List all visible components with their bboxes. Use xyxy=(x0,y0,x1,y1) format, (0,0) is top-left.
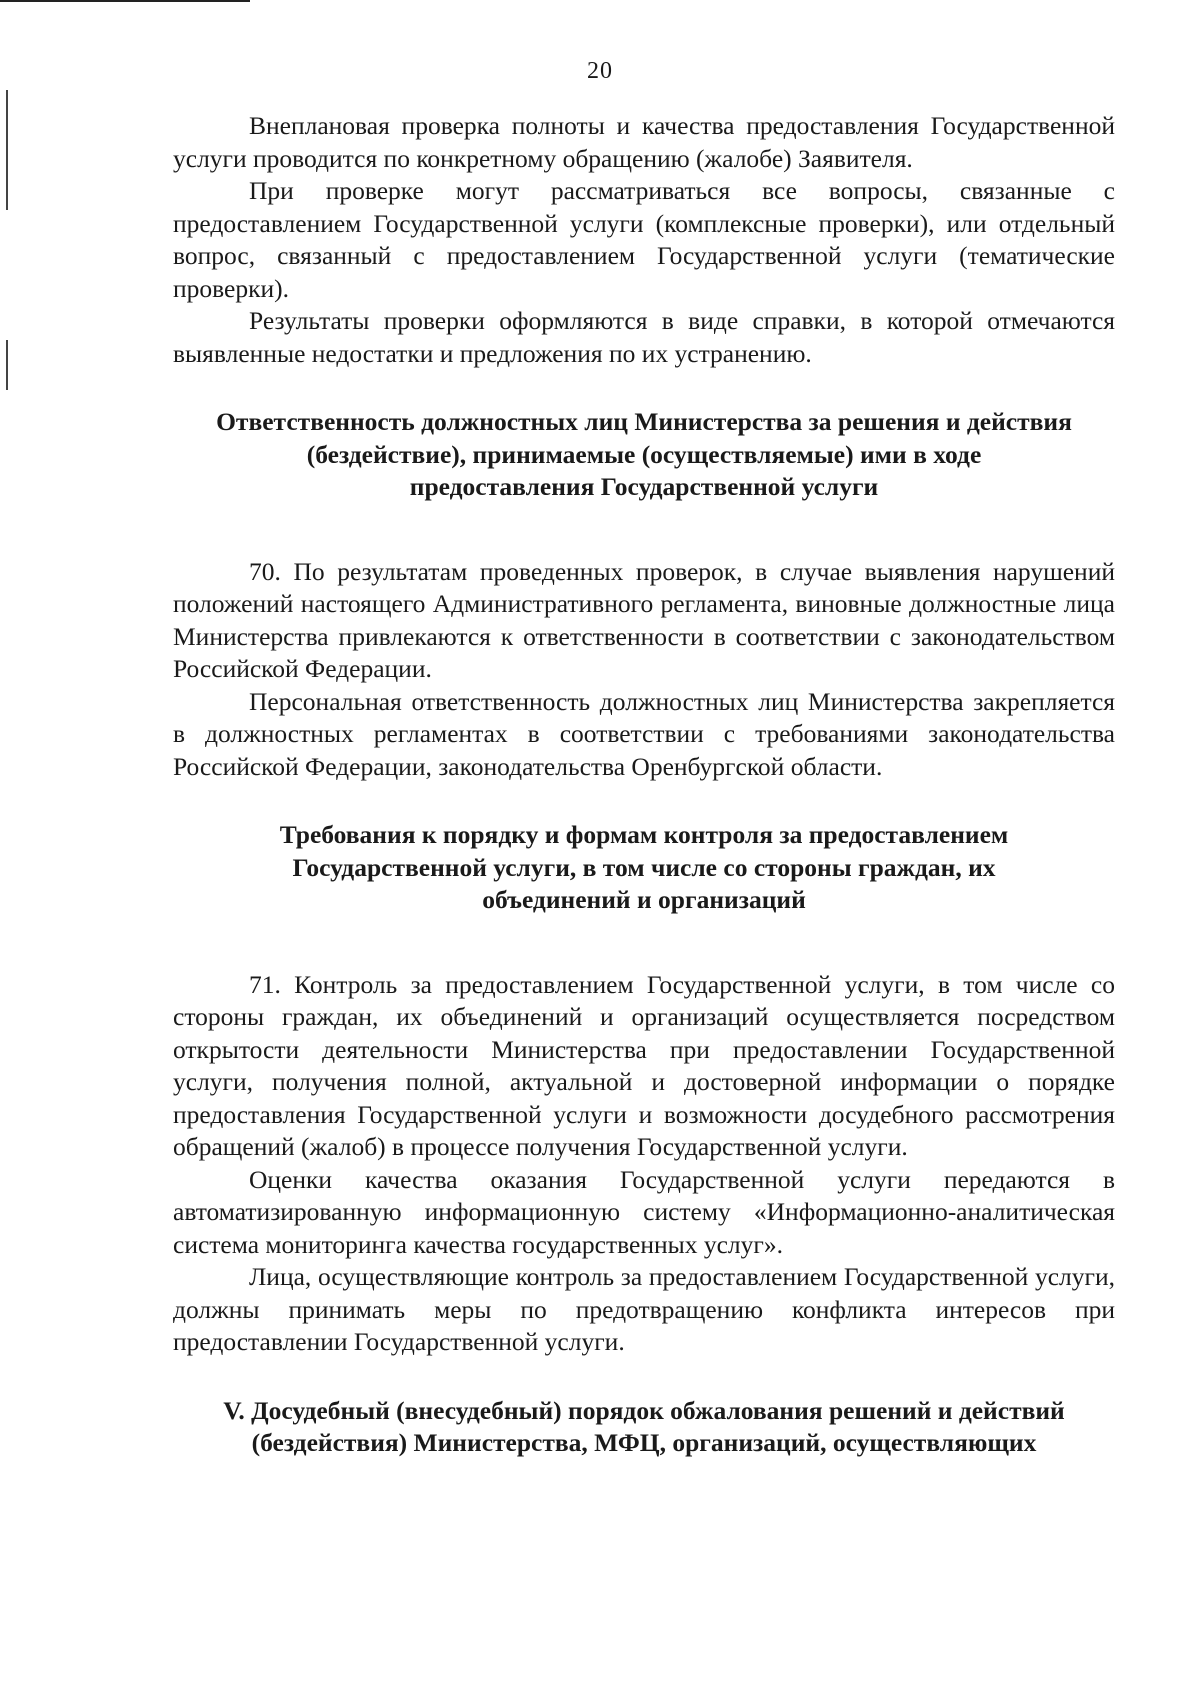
paragraph: Лица, осуществляющие контроль за предоставлением Государственной услуги, должны принимать меры по предотвращению конфликта интересов при предоставлении Государственной услуги. xyxy=(173,1262,1115,1356)
paragraph: При проверке могут рассматриваться все вопросы, связанные с предоставлением Государственной услуги (комплексные проверки), или отдельный вопрос, связанный с предоставлением Государственной услуги (тематические проверки). xyxy=(173,176,1115,303)
document-body xyxy=(173,110,1115,1460)
paragraph: Внеплановая проверка полноты и качества предоставления Государственной услуги проводится по конкретному обращению (жалобе) Заявителя. xyxy=(173,111,1115,173)
paragraph: 71. Контроль за предоставлением Государственной услуги, в том числе со стороны граждан, их объединений и организаций осуществляется посредством открытости деятельности Министерства при предоставлении Государственной услуги, получения полной, актуальной и достоверной информации о порядке предоставления Государственной услуги и возможности досудебного рассмотрения обращений (жалоб) в процессе получения Государственной услуги. xyxy=(173,969,1115,1161)
page-number: 20 xyxy=(587,58,613,84)
scan-edge-line xyxy=(0,0,250,2)
scan-margin-mark xyxy=(6,90,8,210)
paragraph: Оценки качества оказания Государственной услуги передаются в автоматизированную информационную систему «Информационно-аналитическая система мониторинга качества государственных услуг». xyxy=(173,1164,1115,1259)
paragraph: Персональная ответственность должностных лиц Министерства закрепляется в должностных регламентах в соответствии с требованиями законодательства Российской Федерации, законодательства Оренбургской области. xyxy=(173,686,1115,781)
scan-margin-mark xyxy=(6,340,8,390)
section-heading: V. Досудебный (внесудебный) порядок обжалования решений и действий (бездействия) Министерства, МФЦ, организаций, осуществляющих xyxy=(223,1395,1065,1457)
section-heading: Ответственность должностных лиц Министерства за решения и действия (бездействие), принимаемые (осуществляемые) ими в ходе предоставления Государственной услуги xyxy=(216,407,1072,501)
paragraph: 70. По результатам проведенных проверок, в случае выявления нарушений положений настоящего Административного регламента, виновные должностные лица Министерства привлекаются к ответственности в соответствии с законодательством Российской Федерации. xyxy=(173,556,1115,683)
section-heading: Требования к порядку и формам контроля за предоставлением Государственной услуги, в том числе со стороны граждан, их объединений и организаций xyxy=(279,820,1009,914)
paragraph: Результаты проверки оформляются в виде справки, в которой отмечаются выявленные недостатки и предложения по их устранению. xyxy=(173,306,1115,368)
